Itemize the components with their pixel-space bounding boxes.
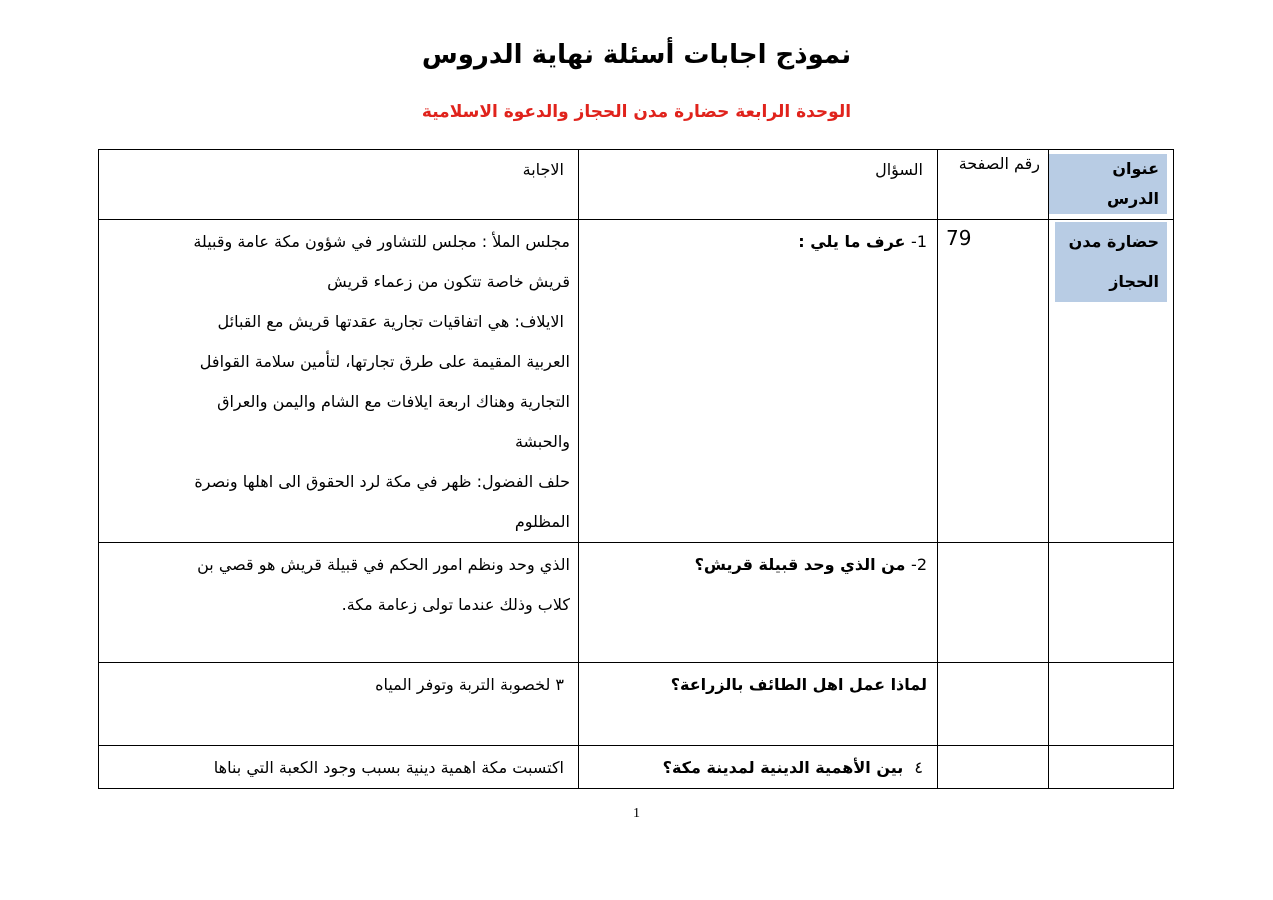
question-cell — [579, 746, 938, 789]
lesson-cell — [1049, 220, 1174, 543]
page-number-footer: 1 — [633, 806, 640, 821]
question-text — [579, 220, 937, 262]
table-header-row — [99, 150, 1174, 220]
answer-line: ٣ لخصوبة التربة وتوفر المياه — [375, 675, 564, 694]
header-lesson-cell — [1049, 150, 1174, 220]
header-question-cell — [579, 150, 938, 220]
answer-line: العربية المقيمة على طرق تجارتها، لتأمين سلامة القوافل — [199, 352, 570, 371]
answers-table — [98, 149, 1174, 789]
question-number: 2- — [911, 555, 927, 574]
page-title: نموذج اجابات أسئلة نهاية الدروس — [421, 40, 852, 70]
answer-text — [99, 543, 578, 625]
question-label: عرف ما يلي : — [798, 232, 906, 251]
answer-line: مجلس الملأ : مجلس للتشاور في شؤون مكة عامة وقبيلة — [193, 232, 570, 251]
page-number: 79 — [946, 226, 972, 250]
question-cell — [579, 220, 938, 543]
answer-cell — [99, 543, 579, 663]
page-cell — [938, 663, 1049, 746]
answer-cell — [99, 663, 579, 746]
question-cell — [579, 543, 938, 663]
header-answer-label: الاجابة — [522, 160, 564, 179]
header-page-label: رقم الصفحة — [958, 154, 1040, 173]
page-cell — [938, 746, 1049, 789]
answer-line: اكتسبت مكة اهمية دينية بسبب وجود الكعبة التي بناها — [213, 758, 564, 777]
question-label: من الذي وحد قبيلة قريش؟ — [694, 555, 906, 574]
answer-cell — [99, 220, 579, 543]
answer-text — [99, 663, 578, 705]
table-row — [99, 543, 1174, 663]
table-row — [99, 220, 1174, 543]
unit-subtitle: الوحدة الرابعة حضارة مدن الحجاز والدعوة الاسلامية — [421, 102, 852, 122]
question-text — [579, 543, 937, 585]
answer-line: حلف الفضول: ظهر في مكة لرد الحقوق الى اهلها ونصرة — [194, 472, 570, 491]
answer-line: والحبشة — [514, 432, 570, 451]
answer-line: المظلوم — [514, 512, 570, 531]
answer-line: كلاب وذلك عندما تولى زعامة مكة. — [341, 595, 570, 614]
header-answer-cell — [99, 150, 579, 220]
lesson-cell — [1049, 663, 1174, 746]
lesson-title: حضارة مدن الحجاز — [1055, 222, 1167, 302]
question-label: لماذا عمل اهل الطائف بالزراعة؟ — [670, 675, 927, 694]
answer-line: الايلاف: هي اتفاقيات تجارية عقدتها قريش مع القبائل — [217, 312, 564, 331]
question-text — [579, 663, 937, 705]
answer-cell — [99, 746, 579, 789]
question-number: 1- — [911, 232, 927, 251]
lesson-cell — [1049, 746, 1174, 789]
question-text — [579, 746, 937, 788]
header-question-label: السؤال — [875, 160, 923, 179]
header-page-cell — [938, 150, 1049, 220]
page-cell — [938, 543, 1049, 663]
answer-text — [99, 220, 578, 542]
answer-line: قريش خاصة تتكون من زعماء قريش — [327, 272, 570, 291]
question-label: بين الأهمية الدينية لمدينة مكة؟ — [662, 758, 904, 777]
table-row — [99, 663, 1174, 746]
answer-text — [99, 746, 578, 788]
page-cell — [938, 220, 1049, 543]
question-cell — [579, 663, 938, 746]
table-row — [99, 746, 1174, 789]
lesson-cell — [1049, 543, 1174, 663]
answer-line: الذي وحد ونظم امور الحكم في قبيلة قريش هو قصي بن — [197, 555, 570, 574]
header-lesson-label: عنوان الدرس — [1049, 154, 1167, 214]
question-number: ٤ — [914, 758, 923, 777]
answer-line: التجارية وهناك اربعة ايلافات مع الشام واليمن والعراق — [217, 392, 570, 411]
